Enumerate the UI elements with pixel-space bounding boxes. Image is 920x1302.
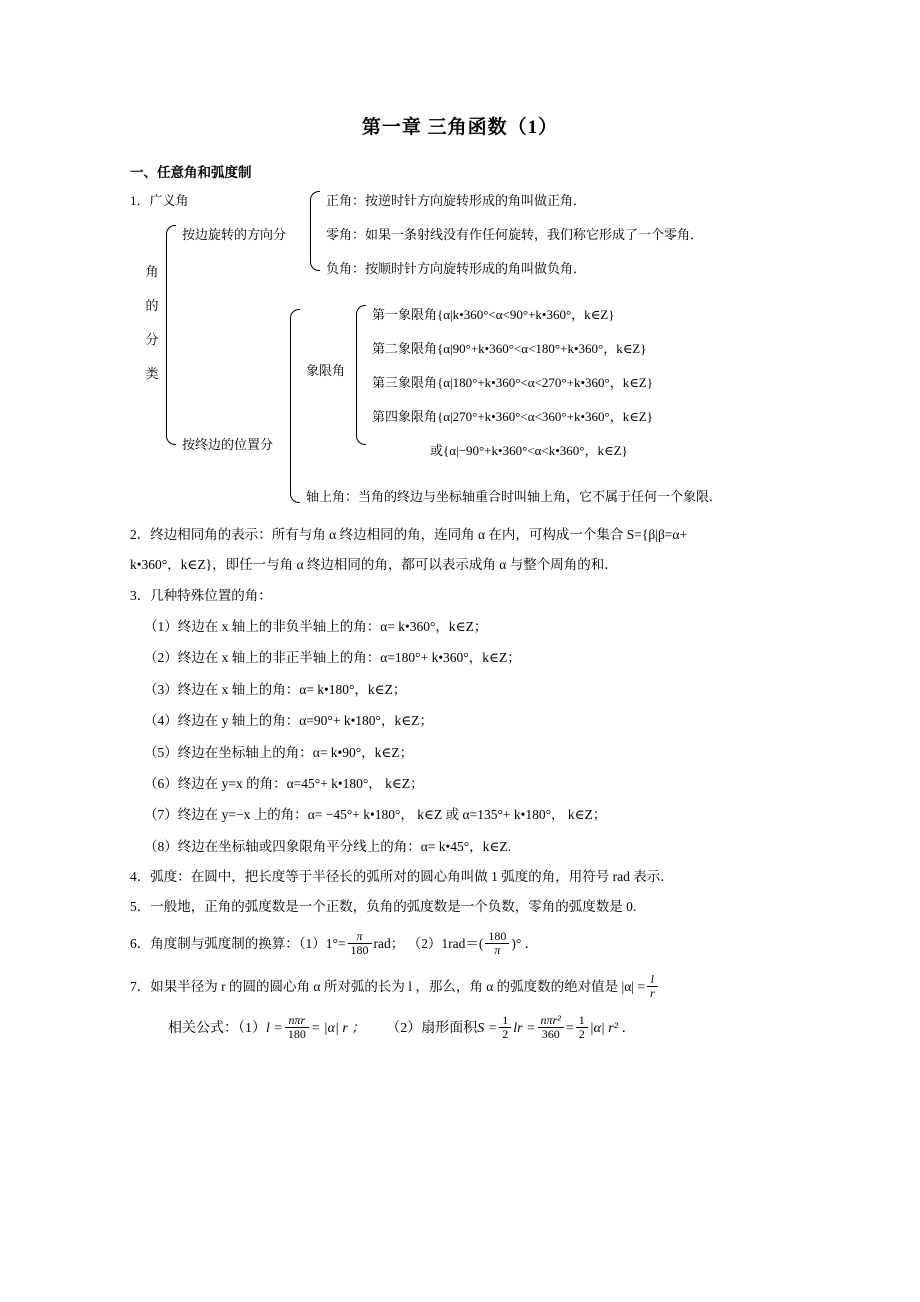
- quadrant-line-4: 第四象限角{α|270°+k•360°<α<360°+k•360°，k∈Z}: [372, 409, 653, 424]
- formula2-label: （2）扇形面积: [386, 1020, 478, 1036]
- formula1-fraction: $\frac{\text{nπr}}{180}$: [285, 1014, 309, 1042]
- item3-list-item: （6）终边在 y=x 的角：α=45°+ k•180°， k∈Z；: [144, 775, 424, 791]
- item3-list-item: （5）终边在坐标轴上的角：α= k•90°，k∈Z；: [144, 744, 414, 760]
- item3-list-item: （1）终边在 x 轴上的非负半轴上的角：α= k•360°，k∈Z；: [144, 619, 488, 635]
- item6-prefix: 6．角度制与弧度制的换算：（1）1°=: [130, 935, 346, 951]
- item6-fraction-1: $\frac{\pi}{180}$: [348, 930, 372, 958]
- outer-brace: [166, 225, 176, 445]
- item6-fraction-2: $\frac{180}{\pi}$: [485, 930, 509, 958]
- quadrant-line-1: 第一象限角{α|k•360°<α<90°+k•360°，k∈Z}: [372, 307, 615, 322]
- formula-label: 相关公式：（1）: [168, 1020, 266, 1036]
- item3-label: 3．几种特殊位置的角：: [130, 587, 272, 603]
- direction-line-2: 零角：如果一条射线没有作任何旋转，我们称它形成了一个零角．: [326, 227, 704, 242]
- formula2-fraction-1: $\frac{1}{2}$: [499, 1014, 511, 1042]
- formula2-mid1: lr =: [513, 1020, 536, 1036]
- terminal-brace: [290, 309, 300, 503]
- item3-list-item: （8）终边在坐标轴或四象限角平分线上的角：α= k•45°，k∈Z.: [144, 838, 512, 854]
- item7: [130, 971, 790, 1002]
- direction-brace: [310, 191, 320, 271]
- item3-list-item: （3）终边在 x 轴上的角：α= k•180°，k∈Z；: [144, 681, 407, 697]
- direction-line-1: 正角：按逆时针方向旋转形成的角叫做正角．: [326, 193, 587, 208]
- formula2-lhs: S =: [477, 1020, 498, 1036]
- formula2-fraction-2: $\frac{\text{nπr²}}{360}$: [538, 1014, 564, 1042]
- formula1-lhs: l =: [266, 1020, 283, 1036]
- item6-suffix: )° ．: [511, 935, 539, 951]
- formula1-rhs: = |α| r ；: [310, 1020, 366, 1036]
- item3-list-item: （7）终边在 y=−x 上的角：α= −45°+ k•180°， k∈Z 或 α=135°+ k•180°， k∈Z；: [144, 807, 607, 823]
- item1-label: 1．广义角: [130, 193, 189, 208]
- item7-fraction: $\frac{l}{r}$: [647, 973, 658, 1001]
- formula2-tail: |α| r² ．: [589, 1020, 636, 1036]
- item6: [130, 928, 790, 959]
- quadrant-label: 象限角: [306, 363, 346, 378]
- direction-line-3: 负角：按顺时针方向旋转形成的角叫做负角．: [326, 261, 587, 276]
- angle-classification-tree: [130, 191, 790, 521]
- item2-line1: 2．终边相同角的表示：所有与角 α 终边相同的角，连同角 α 在内，可构成一个集合 S={β|β=α+: [130, 527, 688, 542]
- formula2-mid2: =: [565, 1020, 574, 1036]
- item5: 5．一般地，正角的弧度数是一个正数，负角的弧度数是一个负数，零角的弧度数是 0.: [130, 899, 637, 915]
- axis-angle-line: 轴上角：当角的终边与坐标轴重合时叫轴上角，它不属于任何一个象限．: [306, 489, 723, 504]
- formula2-fraction-3: $\frac{1}{2}$: [576, 1014, 588, 1042]
- branch-label-direction: 按边旋转的方向分: [182, 227, 287, 242]
- item3-list-item: （4）终边在 y 轴上的角：α=90°+ k•180°，k∈Z；: [144, 713, 433, 729]
- section-heading: 一、任意角和弧度制: [130, 165, 252, 180]
- item4: 4．弧度：在圆中，把长度等于半径长的弧所对的圆心角叫做 1 弧度的角，用符号 rad 表示．: [130, 869, 674, 885]
- page-title: 第一章 三角函数（1）: [361, 117, 559, 138]
- quadrant-line-2: 第二象限角{α|90°+k•360°<α<180°+k•360°，k∈Z}: [372, 341, 647, 356]
- quadrant-line-5: 或{α|−90°+k•360°<α<k•360°，k∈Z}: [430, 443, 628, 458]
- branch-label-terminal: 按终边的位置分: [182, 437, 274, 452]
- quadrant-line-3: 第三象限角{α|180°+k•360°<α<270°+k•360°，k∈Z}: [372, 375, 653, 390]
- quadrant-brace: [356, 305, 366, 445]
- item7-prefix: 7．如果半径为 r 的圆的圆心角 α 所对弧的长为 l ，那么，角 α 的弧度数的绝对值是 |α| =: [130, 978, 645, 994]
- item2-line2: k•360°，k∈Z}，即任一与角 α 终边相同的角，都可以表示成角 α 与整个周角的和．: [130, 557, 618, 573]
- vertical-label: 角 的 分 类: [145, 264, 159, 381]
- item3-list-item: （2）终边在 x 轴上的非正半轴上的角：α=180°+ k•360°，k∈Z；: [144, 650, 521, 666]
- item6-mid: rad； （2）1rad＝(: [373, 935, 484, 951]
- document-body: [130, 112, 790, 1045]
- related-formulas: [130, 1012, 790, 1046]
